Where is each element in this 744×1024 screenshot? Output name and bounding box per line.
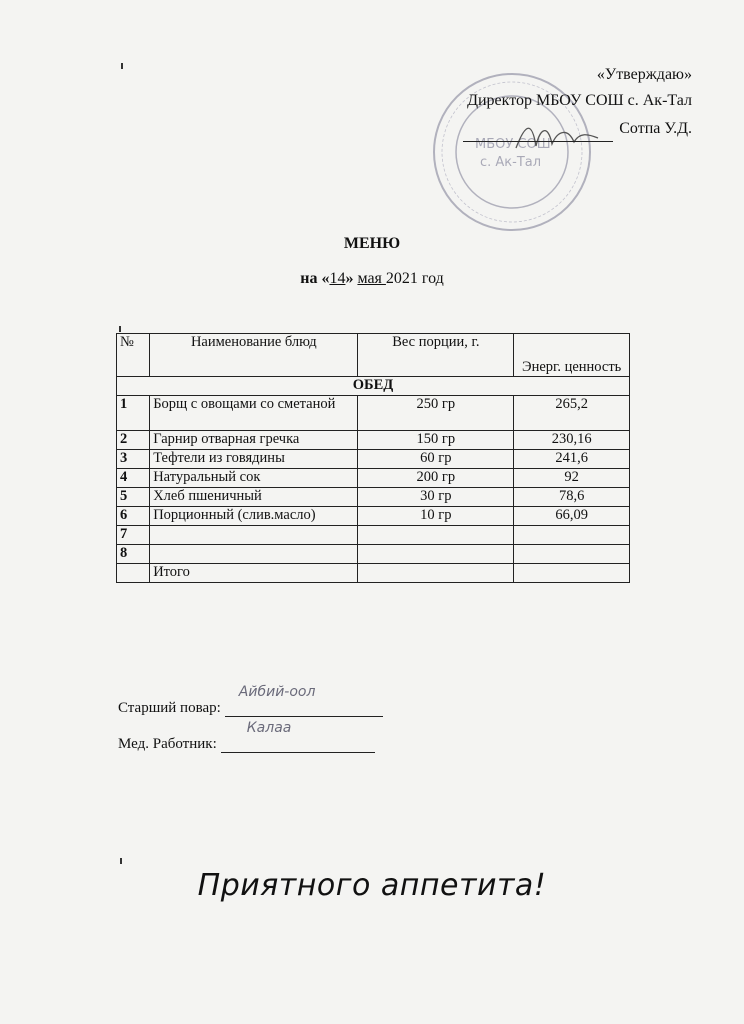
row-dish: Борщ с овощами со сметаной [150, 396, 358, 431]
table-row [117, 431, 630, 450]
menu-date [0, 270, 744, 288]
row-dish [150, 545, 358, 564]
table-header-row [117, 334, 630, 377]
director-signature-line [463, 121, 613, 142]
scan-mark [120, 858, 122, 864]
header-energy: Энерг. ценность [514, 334, 630, 377]
scan-mark [121, 63, 123, 69]
row-energy [514, 526, 630, 545]
total-row [117, 564, 630, 583]
total-energy [514, 564, 630, 583]
total-label: Итого [150, 564, 358, 583]
table-row [117, 469, 630, 488]
row-dish: Тефтели из говядины [150, 450, 358, 469]
med-signature-row [118, 720, 375, 753]
row-weight: 10 гр [358, 507, 514, 526]
page-title: МЕНЮ [343, 235, 401, 252]
row-energy: 230,16 [514, 431, 630, 450]
row-weight: 60 гр [358, 450, 514, 469]
med-signature-line [221, 720, 375, 753]
row-energy: 92 [514, 469, 630, 488]
director-name: Сотпа У.Д. [619, 120, 692, 137]
row-dish: Хлеб пшеничный [150, 488, 358, 507]
chef-signature: Айбий-оол [238, 684, 316, 700]
row-dish: Гарнир отварная гречка [150, 431, 358, 450]
stamp-line-1: МБОУ СОШ [475, 137, 551, 152]
table-row [117, 450, 630, 469]
header-dish: Наименование блюд [150, 334, 358, 377]
chef-label: Старший повар: [118, 700, 221, 716]
row-number: 8 [117, 545, 150, 564]
approval-block [463, 62, 692, 142]
row-weight: 150 гр [358, 431, 514, 450]
med-label: Мед. Работник: [118, 736, 217, 752]
row-weight: 30 гр [358, 488, 514, 507]
row-dish [150, 526, 358, 545]
date-day: 14 [329, 270, 346, 287]
row-number: 2 [117, 431, 150, 450]
row-dish: Порционный (слив.масло) [150, 507, 358, 526]
chef-signature-line [225, 684, 383, 717]
table-row [117, 396, 630, 431]
row-weight: 250 гр [358, 396, 514, 431]
stamp-line-2: с. Ак-Тал [480, 155, 542, 170]
total-number [117, 564, 150, 583]
approve-word: «Утверждаю» [596, 66, 692, 83]
row-number: 7 [117, 526, 150, 545]
header-weight: Вес порции, г. [358, 334, 514, 377]
row-energy [514, 545, 630, 564]
table-row [117, 526, 630, 545]
row-number: 1 [117, 396, 150, 431]
date-month: мая [357, 270, 386, 287]
date-year: 2021 год [385, 270, 444, 287]
date-prefix: на « [300, 270, 330, 287]
date-mid: » [345, 270, 358, 287]
row-weight [358, 545, 514, 564]
header-number: № [117, 334, 150, 377]
row-dish: Натуральный сок [150, 469, 358, 488]
row-energy: 265,2 [514, 396, 630, 431]
scan-mark [119, 326, 121, 332]
director-title: Директор МБОУ СОШ с. Ак-Тал [467, 92, 692, 109]
chef-signature-row [118, 684, 383, 717]
menu-table [116, 333, 630, 583]
row-number: 6 [117, 507, 150, 526]
total-weight [358, 564, 514, 583]
row-number: 5 [117, 488, 150, 507]
row-number: 4 [117, 469, 150, 488]
row-energy: 241,6 [514, 450, 630, 469]
table-row [117, 507, 630, 526]
section-row [117, 377, 630, 396]
med-signature: Калаа [246, 720, 292, 736]
table-row [117, 488, 630, 507]
section-title: ОБЕД [117, 377, 630, 396]
closing-wish: Приятного аппетита! [197, 868, 547, 903]
row-weight [358, 526, 514, 545]
row-energy: 66,09 [514, 507, 630, 526]
row-energy: 78,6 [514, 488, 630, 507]
row-number: 3 [117, 450, 150, 469]
row-weight: 200 гр [358, 469, 514, 488]
table-row [117, 545, 630, 564]
